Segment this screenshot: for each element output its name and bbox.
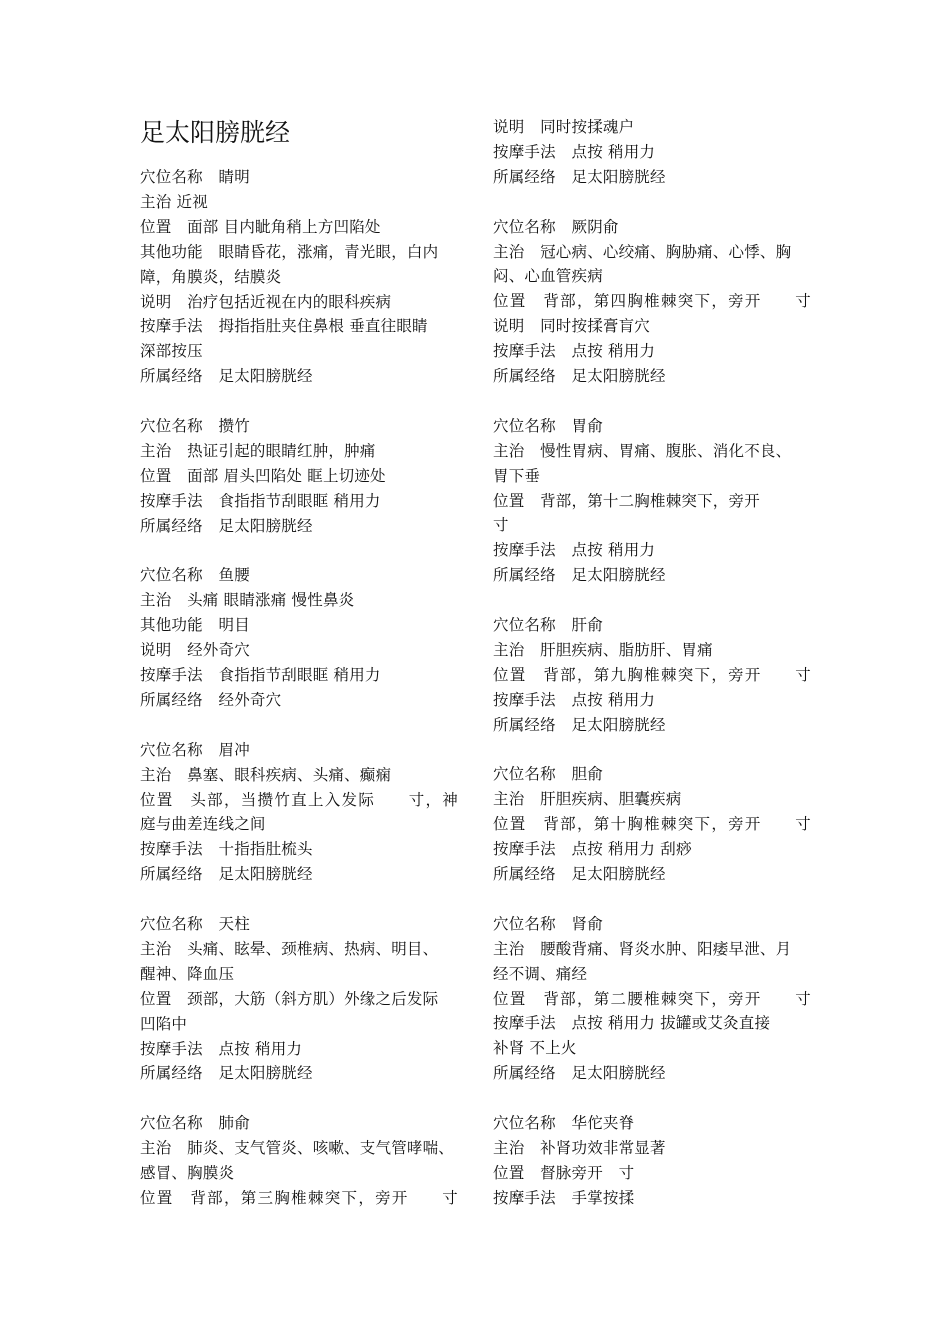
text-line: 位置 头部，当攒竹直上入发际 寸，神 (140, 790, 458, 809)
text-line: 位置 背部，第十二胸椎棘突下，旁开 (493, 491, 760, 510)
text-line: 主治 肝胆疾病、胆囊疾病 (493, 790, 682, 809)
text-line: 位置 背部，第三胸椎棘突下，旁开 寸 (140, 1188, 458, 1207)
text-line: 寸 (493, 516, 509, 535)
text-line: 穴位名称 天柱 (140, 915, 250, 933)
text-line: 所属经络 足太阳膀胱经 (140, 367, 313, 386)
text-line: 穴位名称 胃俞 (493, 416, 603, 435)
text-line: 穴位名称 华佗夹脊 (493, 1114, 635, 1132)
text-line: 主治 肝胆疾病、脂肪肝、胃痛 (493, 640, 713, 659)
text-line: 说明 同时按揉膏肓穴 (493, 317, 651, 336)
text-line: 位置 面部 目内眦角稍上方凹陷处 (140, 217, 381, 236)
text-line: 所属经络 足太阳膀胱经 (140, 865, 313, 884)
text-line: 按摩手法 点按 稍用力 刮痧 (493, 840, 692, 859)
text-line: 深部按压 (140, 342, 203, 361)
text-line: 穴位名称 鱼腰 (140, 566, 250, 585)
text-line: 按摩手法 点按 稍用力 (493, 142, 656, 161)
text-line: 所属经络 足太阳膀胱经 (493, 167, 666, 186)
text-line: 经不调、痛经 (493, 964, 588, 983)
text-line: 主治 头痛、眩晕、颈椎病、热病、明目、 (140, 939, 439, 958)
text-line: 说明 同时按揉魂户 (493, 118, 635, 136)
text-line: 穴位名称 眉冲 (140, 740, 250, 759)
text-line: 所属经络 足太阳膀胱经 (493, 1064, 666, 1083)
text-line: 补肾 不上火 (493, 1039, 577, 1058)
text-line: 所属经络 足太阳膀胱经 (493, 715, 666, 734)
text-line: 按摩手法 点按 稍用力 (140, 1039, 303, 1058)
text-line: 主治 腰酸背痛、肾炎水肿、阳痿早泄、月 (493, 939, 792, 958)
text-line: 按摩手法 食指指节刮眼眶 稍用力 (140, 491, 381, 510)
text-line: 主治 肺炎、支气管炎、咳嗽、支气管哮喘、 (140, 1139, 455, 1158)
text-line: 主治 鼻塞、眼科疾病、头痛、癫痫 (140, 765, 392, 784)
text-line: 所属经络 足太阳膀胱经 (140, 516, 313, 535)
text-line: 穴位名称 肝俞 (493, 616, 603, 634)
text-line: 主治 冠心病、心绞痛、胸胁痛、心悸、胸 (493, 242, 792, 261)
text-line: 按摩手法 点按 稍用力 拔罐或艾灸直接 (493, 1014, 771, 1033)
text-line: 位置 颈部，大筋（斜方肌）外缘之后发际 (140, 989, 439, 1008)
text-line: 按摩手法 点按 稍用力 (493, 541, 656, 560)
text-line: 所属经络 足太阳膀胱经 (493, 865, 666, 883)
text-line: 位置 背部，第四胸椎棘突下，旁开 寸 (493, 292, 811, 311)
text-line: 按摩手法 点按 稍用力 (493, 342, 656, 361)
text-line: 按摩手法 手掌按揉 (493, 1188, 635, 1207)
text-line: 其他功能 眼睛昏花，涨痛，青光眼，白内 (140, 242, 439, 261)
text-line: 穴位名称 肾俞 (493, 914, 603, 933)
text-line: 按摩手法 点按 稍用力 (493, 690, 656, 709)
text-line: 主治 补肾功效非常显著 (493, 1138, 666, 1157)
text-line: 主治 近视 (140, 192, 208, 211)
text-line: 障，角膜炎，结膜炎 (140, 267, 282, 286)
text-line: 其他功能 明目 (140, 616, 250, 635)
text-line: 按摩手法 食指指节刮眼眶 稍用力 (140, 666, 381, 684)
text-line: 位置 背部，第二腰椎棘突下，旁开 寸 (493, 989, 811, 1008)
page-title: 足太阳膀胱经 (140, 118, 291, 147)
text-line: 按摩手法 拇指指肚夹住鼻根 垂直往眼睛 (140, 317, 428, 336)
text-line: 主治 头痛 眼睛涨痛 慢性鼻炎 (140, 591, 355, 610)
text-line: 胃下垂 (493, 466, 541, 485)
text-line: 所属经络 经外奇穴 (140, 690, 282, 709)
text-line: 所属经络 足太阳膀胱经 (140, 1064, 313, 1083)
text-line: 说明 经外奇穴 (140, 641, 250, 660)
text-line: 所属经络 足太阳膀胱经 (493, 566, 666, 585)
text-line: 按摩手法 十指指肚梳头 (140, 840, 313, 859)
text-line: 穴位名称 肺俞 (140, 1114, 250, 1133)
text-line: 醒神、降血压 (140, 964, 235, 983)
text-line: 穴位名称 睛明 (140, 168, 250, 186)
text-line: 位置 督脉旁开 寸 (493, 1163, 635, 1182)
text-line: 主治 热证引起的眼睛红肿，肿痛 (140, 441, 376, 460)
text-line: 凹陷中 (140, 1014, 188, 1033)
text-line: 说明 治疗包括近视在内的眼科疾病 (140, 292, 392, 311)
text-line: 庭与曲差连线之间 (140, 815, 266, 834)
text-line: 位置 面部 眉头凹陷处 眶上切迹处 (140, 466, 386, 485)
text-line: 穴位名称 厥阴俞 (493, 217, 619, 236)
text-line: 穴位名称 攒竹 (140, 417, 250, 435)
text-line: 穴位名称 胆俞 (493, 765, 603, 784)
text-line: 位置 背部，第九胸椎棘突下，旁开 寸 (493, 665, 811, 684)
text-line: 感冒、胸膜炎 (140, 1164, 235, 1182)
text-line: 所属经络 足太阳膀胱经 (493, 367, 666, 385)
text-line: 主治 慢性胃病、胃痛、腹胀、消化不良、 (493, 441, 792, 460)
text-line: 位置 背部，第十胸椎棘突下，旁开 寸 (493, 815, 811, 834)
text-line: 闷、心血管疾病 (493, 267, 603, 286)
